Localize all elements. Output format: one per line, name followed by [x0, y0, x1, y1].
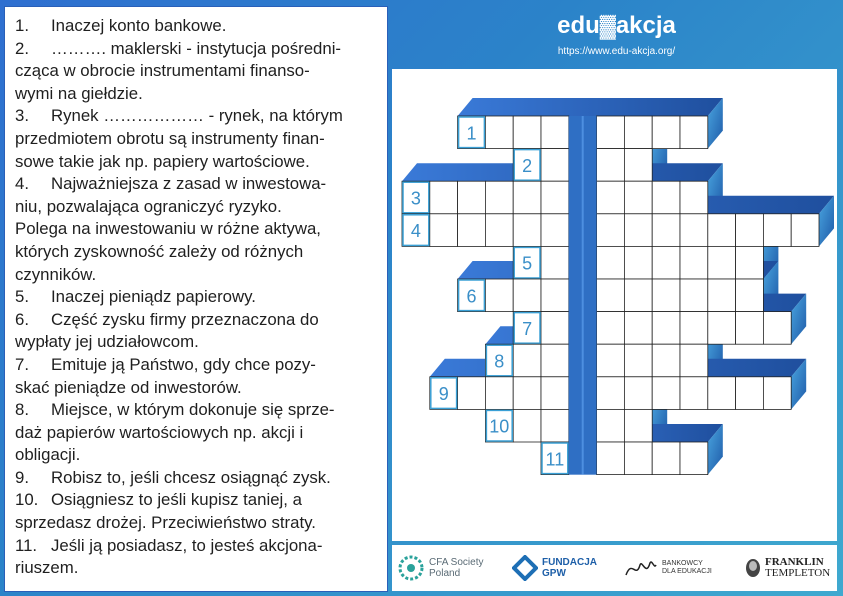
- crossword-cell: [652, 442, 680, 475]
- crossword-cell: [680, 344, 708, 377]
- book-icon: ▓: [599, 13, 616, 38]
- crossword-cell: [597, 344, 625, 377]
- crossword-cell: [597, 181, 625, 214]
- crossword-cell: [652, 214, 680, 247]
- crossword-cell: [541, 344, 569, 377]
- sponsor-bankowcy-line2: DLA EDUKACJI: [662, 568, 712, 575]
- clue-line: [15, 467, 379, 490]
- clue-list: [5, 7, 387, 580]
- crossword-cell: [541, 214, 569, 247]
- clue-text: Emituje ją Państwo, gdy chce pozy-: [51, 354, 316, 374]
- crossword-cell: [763, 214, 791, 247]
- clue-number: 3.: [15, 106, 29, 126]
- crossword-cell: [513, 214, 541, 247]
- gpw-logo-icon: [512, 555, 538, 581]
- crossword-cell: [597, 409, 625, 442]
- crossword-cell: [597, 312, 625, 345]
- clue-line: [15, 173, 379, 196]
- crossword-cell: [763, 377, 791, 410]
- clue-line: [15, 151, 379, 174]
- clue-line: [15, 377, 379, 400]
- crossword-cell: [708, 312, 736, 345]
- clue-text: których zyskowność zależy od różnych: [15, 241, 304, 261]
- crossword-cell: [541, 116, 569, 149]
- clue-line: [15, 105, 379, 128]
- sponsor-cfa-line1: CFA Society: [429, 557, 484, 568]
- crossword-cell: [680, 279, 708, 312]
- row-number-label: 1: [466, 123, 477, 144]
- clue-line: [15, 444, 379, 467]
- clue-line: [15, 218, 379, 241]
- clue-line: [15, 241, 379, 264]
- clue-line: [15, 331, 379, 354]
- crossword-cell: [708, 246, 736, 279]
- crossword-cell: [541, 246, 569, 279]
- crossword-cell: [430, 181, 458, 214]
- clue-line: [15, 286, 379, 309]
- crossword-cell: [597, 214, 625, 247]
- clue-text: wymi na giełdzie.: [15, 83, 143, 103]
- crossword-cell: [624, 246, 652, 279]
- clue-line: [15, 15, 379, 38]
- sponsor-gpw-line1: FUNDACJA: [542, 557, 597, 568]
- crossword-panel: [392, 69, 837, 541]
- logo-text-right: akcja: [615, 12, 676, 39]
- crossword-cell: [624, 442, 652, 475]
- signature-logo-icon: [624, 555, 658, 581]
- crossword-cell: [597, 116, 625, 149]
- brand-header: [390, 0, 843, 68]
- crossword-cell: [458, 377, 486, 410]
- clue-number: 2.: [15, 38, 29, 58]
- crossword-cell: [652, 377, 680, 410]
- clue-number: 1.: [15, 16, 29, 35]
- crossword-cell: [624, 344, 652, 377]
- clue-text: Inaczej pieniądz papierowy.: [51, 287, 256, 307]
- clue-text: Część zysku firmy przeznaczona do: [51, 309, 319, 329]
- crossword-cell: [597, 279, 625, 312]
- crossword-cell: [736, 279, 764, 312]
- clue-text: Robisz to, jeśli chcesz osiągnąć zysk.: [51, 467, 331, 487]
- crossword-cell: [541, 181, 569, 214]
- edu-akcja-logo: [390, 12, 843, 40]
- clue-number: 5.: [15, 287, 29, 307]
- crossword-cell: [485, 116, 513, 149]
- crossword-cell: [458, 181, 486, 214]
- crossword-cell: [513, 116, 541, 149]
- clue-line: [15, 489, 379, 512]
- crossword-cell: [652, 246, 680, 279]
- clue-number: 10.: [15, 490, 39, 510]
- clue-number: 6.: [15, 309, 29, 329]
- clue-line: [15, 38, 379, 61]
- crossword-cell: [597, 149, 625, 182]
- crossword-cell: [624, 116, 652, 149]
- sponsor-bankowcy-line1: BANKOWCY: [662, 560, 703, 567]
- crossword-cell: [513, 409, 541, 442]
- clue-text: ………. maklerski - instytucja pośredni-: [51, 38, 342, 58]
- row-number-label: 4: [410, 221, 421, 242]
- crossword-cell: [513, 344, 541, 377]
- crossword-grid: [392, 69, 837, 541]
- crossword-cell: [485, 181, 513, 214]
- row-number-label: 8: [494, 351, 505, 372]
- crossword-cell: [680, 442, 708, 475]
- row-number-label: 3: [410, 188, 421, 209]
- crossword-cell: [624, 214, 652, 247]
- crossword-cell: [597, 377, 625, 410]
- crossword-cell: [680, 214, 708, 247]
- crossword-cell: [791, 214, 819, 247]
- crossword-cell: [541, 279, 569, 312]
- row-number-label: 9: [438, 384, 449, 405]
- clue-number: 11.: [15, 535, 38, 555]
- crossword-cell: [680, 246, 708, 279]
- crossword-cell: [680, 377, 708, 410]
- cfa-star-icon: [398, 555, 424, 581]
- crossword-cell: [485, 377, 513, 410]
- website-url[interactable]: https://www.edu-akcja.org/: [557, 46, 676, 57]
- clue-text: Jeśli ją posiadasz, to jesteś akcjona-: [51, 535, 323, 555]
- clue-text: wypłaty jej udziałowcom.: [15, 332, 199, 352]
- clue-line: [15, 557, 379, 580]
- crossword-cell: [624, 409, 652, 442]
- crossword-cell: [513, 181, 541, 214]
- crossword-cell: [763, 312, 791, 345]
- clue-line: [15, 83, 379, 106]
- clue-text: obligacji.: [15, 445, 81, 465]
- clue-number: 9.: [15, 467, 29, 487]
- clue-text: sowe takie jak np. papiery wartościowe.: [15, 151, 310, 171]
- clue-number: 8.: [15, 400, 29, 420]
- crossword-cell: [736, 214, 764, 247]
- franklin-portrait-icon: [744, 557, 762, 579]
- crossword-cell: [624, 377, 652, 410]
- sponsor-gpw-line2: GPW: [542, 568, 566, 579]
- crossword-cell: [624, 279, 652, 312]
- crossword-cell: [652, 116, 680, 149]
- crossword-cell: [513, 279, 541, 312]
- clues-panel: [4, 6, 388, 592]
- crossword-cell: [652, 312, 680, 345]
- crossword-cell: [624, 181, 652, 214]
- sponsor-cfa-line2: Poland: [429, 568, 461, 579]
- crossword-cell: [485, 279, 513, 312]
- clue-text: Inaczej konto bankowe.: [51, 16, 227, 35]
- clue-number: 7.: [15, 354, 29, 374]
- clue-text: sprzedasz drożej. Przeciwieństwo straty.: [15, 513, 316, 533]
- crossword-cell: [736, 377, 764, 410]
- crossword-cell: [708, 279, 736, 312]
- clue-text: czynników.: [15, 264, 97, 284]
- clue-line: [15, 196, 379, 219]
- sponsor-bankowcy[interactable]: [624, 545, 734, 591]
- crossword-cell: [680, 116, 708, 149]
- clue-line: [15, 535, 379, 558]
- crossword-cell: [624, 312, 652, 345]
- crossword-cell: [708, 214, 736, 247]
- sponsor-franklin[interactable]: [744, 545, 836, 591]
- crossword-cell: [624, 149, 652, 182]
- crossword-cell: [541, 409, 569, 442]
- crossword-cell: [597, 442, 625, 475]
- clue-text: Najważniejsza z zasad w inwestowa-: [51, 174, 327, 194]
- crossword-cell: [541, 377, 569, 410]
- crossword-cell: [708, 377, 736, 410]
- crossword-cell: [597, 246, 625, 279]
- clue-line: [15, 309, 379, 332]
- row-number-label: 10: [489, 416, 510, 437]
- clue-line: [15, 354, 379, 377]
- row-number-label: 2: [522, 155, 533, 176]
- row-number-label: 5: [522, 253, 533, 274]
- sponsor-cfa[interactable]: [398, 545, 498, 591]
- clue-text: cząca w obrocie instrumentami finanso-: [15, 61, 310, 81]
- crossword-cell: [680, 181, 708, 214]
- clue-number: 4.: [15, 174, 29, 194]
- row-number-label: 6: [466, 286, 477, 307]
- crossword-cell: [652, 181, 680, 214]
- clue-text: riuszem.: [15, 558, 79, 578]
- row-number-label: 11: [545, 449, 565, 470]
- crossword-cell: [430, 214, 458, 247]
- clue-text: przedmiotem obrotu są instrumenty finan-: [15, 128, 325, 148]
- crossword-cell: [458, 214, 486, 247]
- crossword-cell: [736, 312, 764, 345]
- clue-text: Polega na inwestowaniu w różne aktywa,: [15, 219, 321, 239]
- clue-text: Rynek ……………… - rynek, na którym: [51, 106, 343, 126]
- sponsor-franklin-line1: FRANKLIN: [765, 556, 824, 568]
- row-number-label: 7: [522, 318, 533, 339]
- sponsor-bar: [392, 545, 837, 591]
- clue-text: daż papierów wartościowych np. akcji i: [15, 422, 304, 442]
- clue-line: [15, 399, 379, 422]
- sponsor-franklin-line2: TEMPLETON: [765, 567, 831, 579]
- clue-line: [15, 128, 379, 151]
- crossword-cell: [652, 279, 680, 312]
- crossword-cell: [541, 312, 569, 345]
- clue-line: [15, 264, 379, 287]
- crossword-cell: [513, 377, 541, 410]
- clue-text: Osiągniesz to jeśli kupisz taniej, a: [51, 490, 302, 510]
- crossword-cell: [736, 246, 764, 279]
- crossword-cell: [652, 344, 680, 377]
- clue-line: [15, 422, 379, 445]
- sponsor-gpw[interactable]: [512, 545, 612, 591]
- row-top-face: [458, 98, 723, 116]
- crossword-cell: [541, 149, 569, 182]
- logo-text-left: edu: [557, 12, 600, 39]
- crossword-cell: [680, 312, 708, 345]
- crossword-cell: [485, 214, 513, 247]
- clue-line: [15, 512, 379, 535]
- clue-line: [15, 60, 379, 83]
- clue-text: Miejsce, w którym dokonuje się sprze-: [51, 400, 335, 420]
- clue-text: skać pieniądze od inwestorów.: [15, 377, 242, 397]
- clue-text: niu, pozwalająca ograniczyć ryzyko.: [15, 196, 282, 216]
